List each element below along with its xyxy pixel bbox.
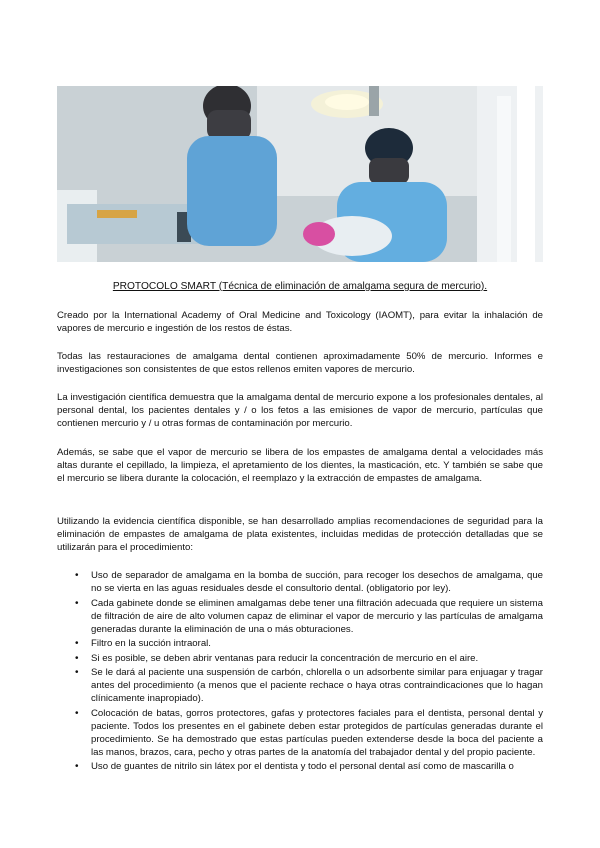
dental-procedure-photo-icon [57,86,543,262]
paragraph-intro: Creado por la International Academy of Oral Medicine and Toxicology (IAOMT), para evitar la inhalación de vapores de mercurio e ingestión de los restos de éstas. [57,310,543,334]
paragraph-amalgam-content: Todas las restauraciones de amalgama dental contienen aproximadamente 50% de mercurio. Informes e investigaciones son consistentes de que estos rellenos emiten vapores de mercurio. [57,351,543,375]
list-item: • Si es posible, se deben abrir ventanas para reducir la concentración de mercurio en el aire. [57,652,543,665]
list-item: • Uso de separador de amalgama en la bomba de succión, para recoger los desechos de amalgama, que no se vierta en las aguas residuales desde el consultorio dental. (obligatorio por ley). [57,569,543,595]
list-item: • Se le dará al paciente una suspensión de carbón, chlorella o un adsorbente similar para enjuagar y tragar antes del procedimiento (a menos que el paciente rechace o haya otras contraindicaciones que lo hagan clínicamente inapropiado). [57,666,543,705]
dental-procedure-photo [57,86,543,262]
list-item: • Filtro en la succión intraoral. [57,637,543,650]
paragraph-release: Además, se sabe que el vapor de mercurio se libera de los empastes de amalgama dental a velocidades más altas durante el cepillado, la limpieza, el apretamiento de los dientes, la masticación, etc. Y también se sabe que el mercurio se libera durante la colocación, el reemplazo y la extracción de empastes de amalgama. [57,447,543,484]
paragraph-recommendations: Utilizando la evidencia científica disponible, se han desarrollado amplias recomendaciones de seguridad para la eliminación de empastes de amalgama de plata existentes, incluidas medidas de protección detalladas que se utilizarán para el procedimiento: [57,516,543,553]
paragraph-research: La investigación científica demuestra que la amalgama dental de mercurio expone a los profesionales dentales, al personal dental, los pacientes dentales y / o los fetos a las emisiones de vapor de mercurio, partículas que contienen mercurio y / u otras formas de contaminación por mercurio. [57,392,543,429]
list-item: • Uso de guantes de nitrilo sin látex por el dentista y todo el personal dental así como de mascarilla o [57,760,543,773]
measures-list [57,569,543,775]
list-item: • Colocación de batas, gorros protectores, gafas y protectores faciales para el dentista, personal dental y paciente. Todos los presentes en el gabinete deben estar protegidos de partículas generadas durante el procedimiento. Se ha demostrado que estas partículas pueden extenderse desde la boca del paciente a las manos, brazos, cara, pecho y otras partes de la anatomía del trabajador dental y del propio paciente. [57,707,543,759]
list-item: • Cada gabinete donde se eliminen amalgamas debe tener una filtración adecuada que requiere un sistema de filtración de aire de alto volumen capaz de eliminar el vapor de mercurio y las partículas de amalgama generadas durante la eliminación de una o más obturaciones. [57,597,543,636]
document-title: PROTOCOLO SMART (Técnica de eliminación de amalgama segura de mercurio). [112,281,488,292]
